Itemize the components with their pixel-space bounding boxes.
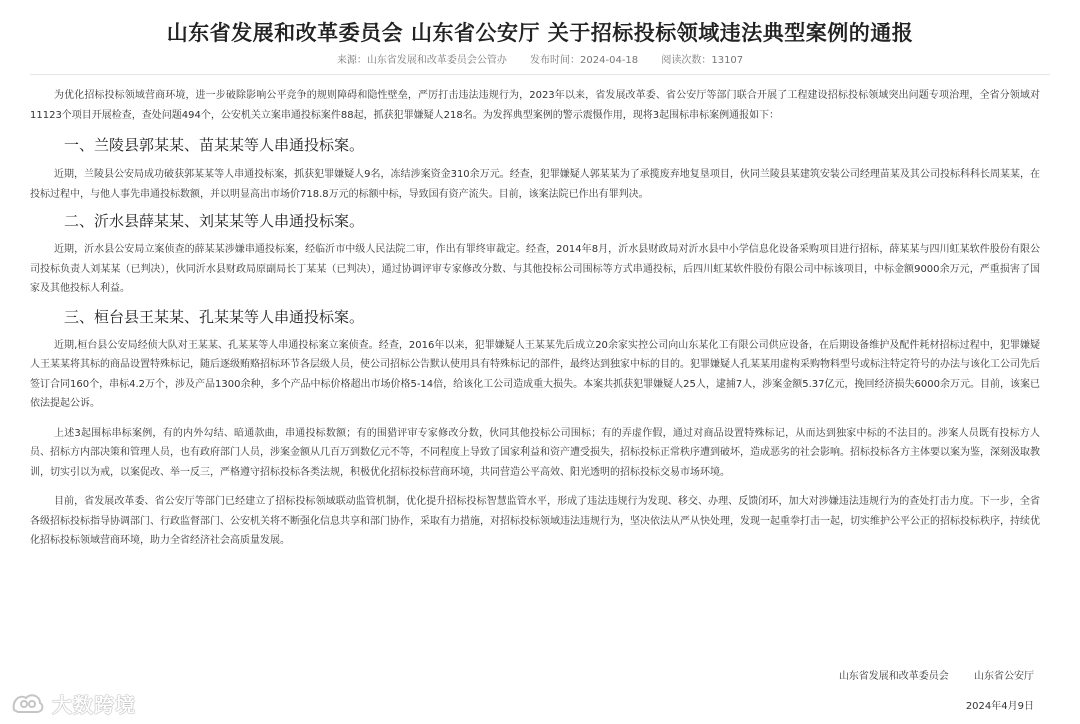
case-2-paragraph: 近期，沂水县公安局立案侦查的薛某某涉嫌串通投标案，经临沂市中级人民法院二审，作出有罪终审裁定。经查，2014年8月，沂水县财政局对沂水县中小学信息化设备采购项目进行招标，薛某某与四川虹某软件股份有限公司投标负责人刘某某（已判决），伙同沂水县财政局原副局长丁某某（已判决），通过协调评审专家修改分数、与其他投标公司围标等方式串通投标，后四川虹某软件股份有限公司中标该项目，中标金额9000余万元，严重损害了国家及其他投标人利益。 (30, 244, 1040, 294)
article-publish-time: 发布时间：2024-04-18 (530, 55, 639, 66)
section-heading-2: 二、沂水县薛某某、刘某某等人串通投标案。 (64, 212, 365, 230)
case-1-paragraph: 近期，兰陵县公安局成功破获郭某某等人串通投标案，抓获犯罪嫌疑人9名，冻结涉案资金310余万元。经查，犯罪嫌疑人郭某某为了承揽废弃地复垦项目，伙同兰陵县某建筑安装公司经理苗某及其公司投标科科长周某某，在投标过程中，与他人事先串通投标数额，并以明显高出市场价718.8万元的标额中标，导致国有资产流失。目前，该案法院已作出有罪判决。 (30, 169, 1040, 200)
signature-date: 2024年4月9日 (965, 701, 1034, 712)
watermark-text: 大数跨境 (52, 692, 136, 717)
article-body (30, 86, 1040, 551)
title-divider (30, 74, 1050, 75)
article-views: 阅读次数：13107 (661, 55, 744, 66)
signature-org-ndrc: 山东省发展和改革委员会 (838, 671, 949, 682)
article-source: 来源：山东省发展和改革委员会公管办 (336, 55, 507, 66)
watermark (10, 688, 136, 718)
signature-orgs (817, 669, 1034, 685)
summary-paragraph: 上述3起围标串标案例，有的内外勾结、暗通款曲，串通投标数额；有的围猎评审专家修改分数，伙同其他投标公司围标；有的弄虚作假，通过对商品设置特殊标记，从而达到独家中标的不法目的。涉案人员既有投标方人员、招标方内部决策和管理人员，也有政府部门人员，涉案金额从几百万到数亿元不等，不同程度上导致了国家利益和资产遭受损失，招标投标正常秩序遭到破坏，造成恶劣的社会影响。招标投标各方主体要以案为鉴，深刻汲取教训，切实引以为戒，以案促改、举一反三，严格遵守招标投标各类法规，积极优化招标投标营商环境，共同营造公平高效、阳光透明的招标投标交易市场环境。 (30, 427, 1040, 478)
signature-org-police: 山东省公安厅 (974, 671, 1034, 682)
brand-logo-icon (10, 690, 46, 716)
case-3-paragraph: 近期,桓台县公安局经侦大队对王某某、孔某某等人串通投标案立案侦查。经查，2016年以来，犯罪嫌疑人王某某先后成立20余家实控公司向山东某化工有限公司供应设备，在后期设备维护及配件耗材招标过程中，犯罪嫌疑人王某某将其标的商品设置特殊标记，随后逐级贿赂招标环节各层级人员，使公司招标公告默认使用具有特殊标记的部件，最终达到独家中标的目的。犯罪嫌疑人孔某某用虚构采购物料型号或标注特定符号的办法与该化工公司先后签订合同160个，串标4.2万个，涉及产品1300余种，多个产品中标价格超出市场价格5-14倍，给该化工公司造成重大损失。本案共抓获犯罪嫌疑人25人，逮捕7人，涉案金额5.37亿元，挽回经济损失6000余万元。目前，该案已依法提起公诉。 (30, 339, 1040, 409)
section-heading-3: 三、桓台县王某某、孔某某等人串通投标案。 (64, 307, 365, 326)
article-title: 山东省发展和改革委员会 山东省公安厅 关于招标投标领域违法典型案例的通报 (166, 21, 914, 45)
section-heading-1: 一、兰陵县郭某某、苗某某等人串通投标案。 (64, 136, 365, 154)
article-meta (0, 53, 1080, 69)
closing-paragraph: 目前，省发展改革委、省公安厅等部门已经建立了招标投标领域联动监管机制，优化提升招标投标智慧监管水平，形成了违法违规行为发现、移交、办理、反馈闭环，加大对涉嫌违法违规行为的查处打击力度。下一步，全省各级招标投标指导协调部门、行政监督部门、公安机关将不断强化信息共享和部门协作，采取有力措施，对招标投标领域违法违规行为，坚决依法从严从快处理，发现一起重拳打击一起，切实维护公平公正的招标投标秩序，持续优化招标投标领域营商环境，助力全省经济社会高质量发展。 (30, 496, 1040, 546)
intro-paragraph: 为优化招标投标领域营商环境，进一步破除影响公平竞争的规则障碍和隐性壁垒，严厉打击违法违规行为，2023年以来，省发展改革委、省公安厅等部门联合开展了工程建设招标投标领域突出问题专项治理，全省分领域对11123个项目开展检查，查处问题494个，公安机关立案串通投标案件88起，抓获犯罪嫌疑人218名。为发挥典型案例的警示震慑作用，现将3起围标串标案例通报如下： (30, 90, 1040, 121)
